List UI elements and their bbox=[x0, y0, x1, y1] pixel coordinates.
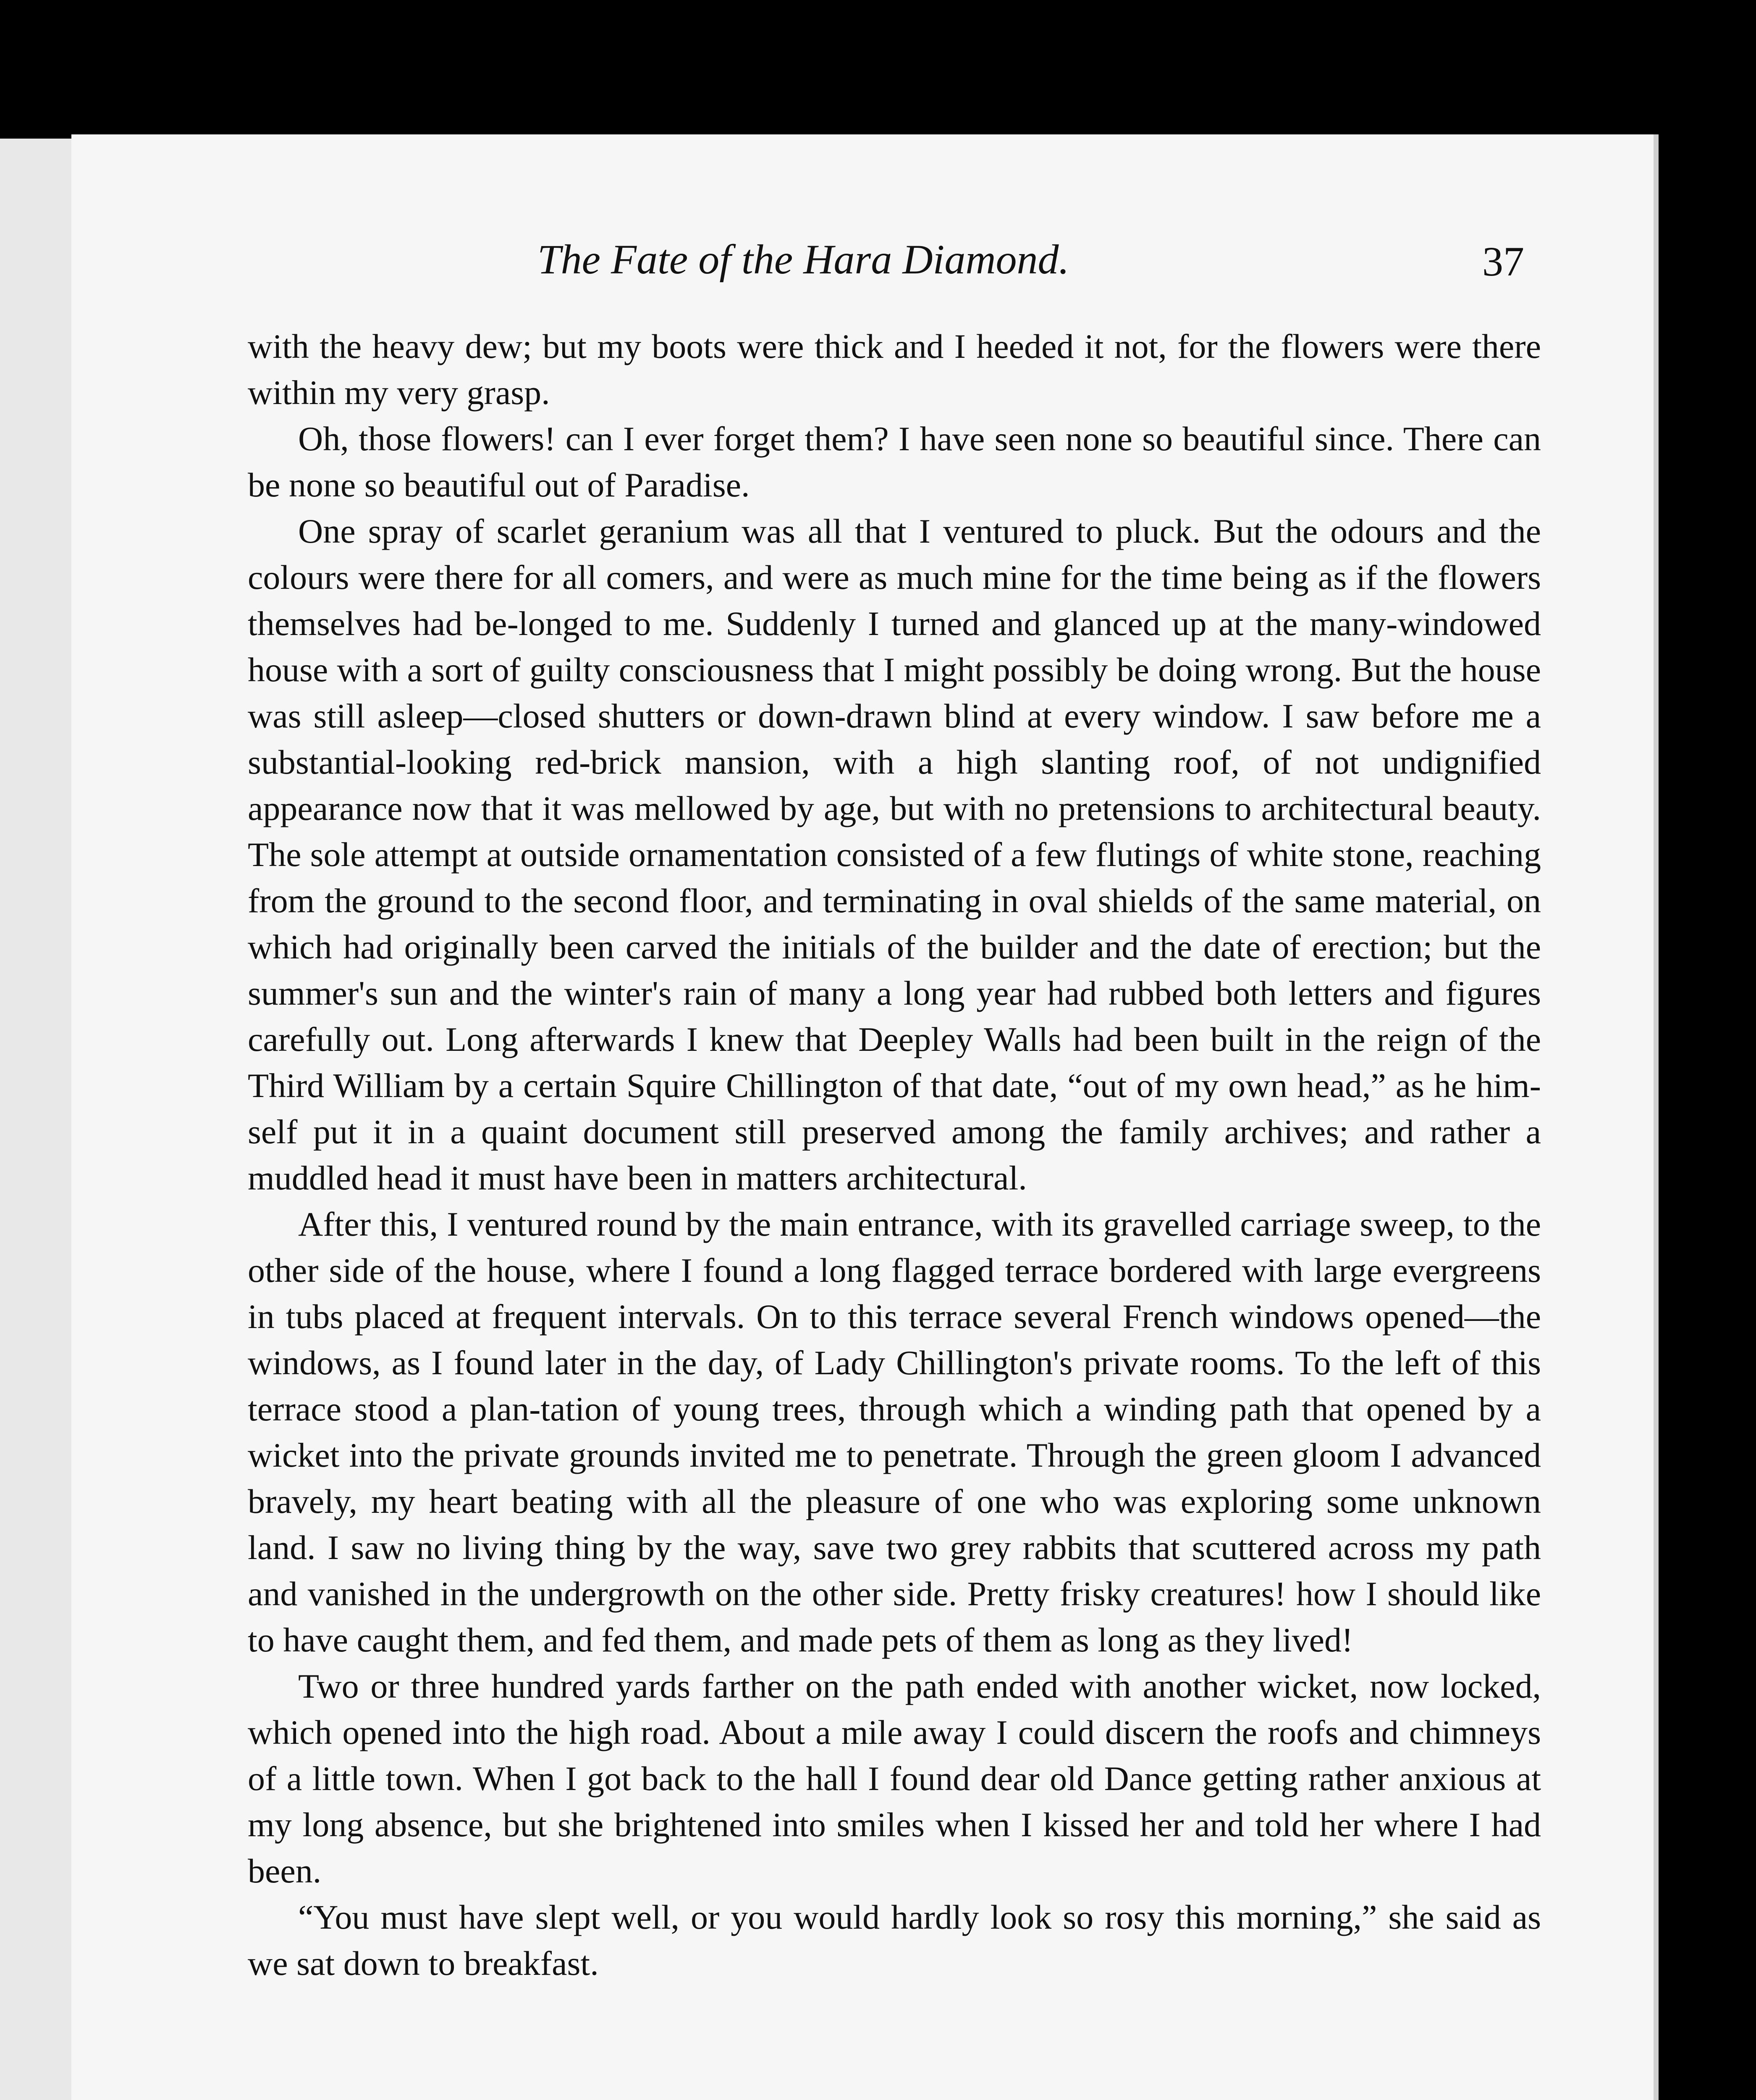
book-page bbox=[71, 134, 1659, 2100]
paragraph: Oh, those flowers! can I ever forget them? I have seen none so beautiful since. There can be none so beautiful out of Paradise. bbox=[248, 420, 1541, 504]
paragraph-continuation: with the heavy dew; but my boots were thick and I heeded it not, for the flowers were there within my very grasp. bbox=[248, 327, 1541, 412]
paragraph: One spray of scarlet geranium was all that I ventured to pluck. But the odours and the colours were there for all comers, and were as much mine for the time being as if the flowers themselves had be-longed to me. Suddenly I turned and glanced up at the many-windowed house with a sort of guilty consciousness that I might possibly be doing wrong. But the house was still asleep—closed shutters or down-drawn blind at every window. I saw before me a substantial-looking red-brick mansion, with a high slanting roof, of not undignified appearance now that it was mellowed by age, but with no pretensions to architectural beauty. The sole attempt at outside ornamentation consisted of a few flutings of white stone, reaching from the ground to the second floor, and terminating in oval shields of the same material, on which had originally been carved the initials of the builder and the date of erection; but the summer's sun and the winter's rain of many a long year had rubbed both letters and figures carefully out. Long afterwards I knew that Deepley Walls had been built in the reign of the Third William by a certain Squire Chillington of that date, “out of my own head,” as he him-self put it in a quaint document still preserved among the family archives; and rather a muddled head it must have been in matters architectural. bbox=[248, 512, 1541, 1197]
paragraph: Two or three hundred yards farther on the path ended with another wicket, now locked, which opened into the high road. About a mile away I could discern the roofs and chimneys of a little town. When I got back to the hall I found dear old Dance getting rather anxious at my long absence, but she brightened into smiles when I kissed her and told her where I had been. bbox=[248, 1667, 1541, 1890]
facing-page-edge bbox=[0, 139, 76, 2100]
paragraph: “You must have slept well, or you would hardly look so rosy this morning,” she said as we sat down to breakfast. bbox=[248, 1898, 1541, 1982]
body-text bbox=[248, 323, 1541, 2100]
running-title: The Fate of the Hara Diamond. bbox=[537, 236, 1069, 283]
page-number: 37 bbox=[1482, 238, 1524, 285]
paragraph: After this, I ventured round by the main entrance, with its gravelled carriage sweep, to the other side of the house, where I found a long flagged terrace bordered with large evergreens in tubs placed at frequent intervals. On to this terrace several French windows opened—the windows, as I found later in the day, of Lady Chillington's private rooms. To the left of this terrace stood a plan-tation of young trees, through which a winding path that opened by a wicket into the private grounds invited me to penetrate. Through the green gloom I advanced bravely, my heart beating with all the pleasure of one who was exploring some unknown land. I saw no living thing by the way, save two grey rabbits that scuttered across my path and vanished in the undergrowth on the other side. Pretty frisky creatures! how I should like to have caught them, and fed them, and made pets of them as long as they lived! bbox=[248, 1205, 1541, 1659]
